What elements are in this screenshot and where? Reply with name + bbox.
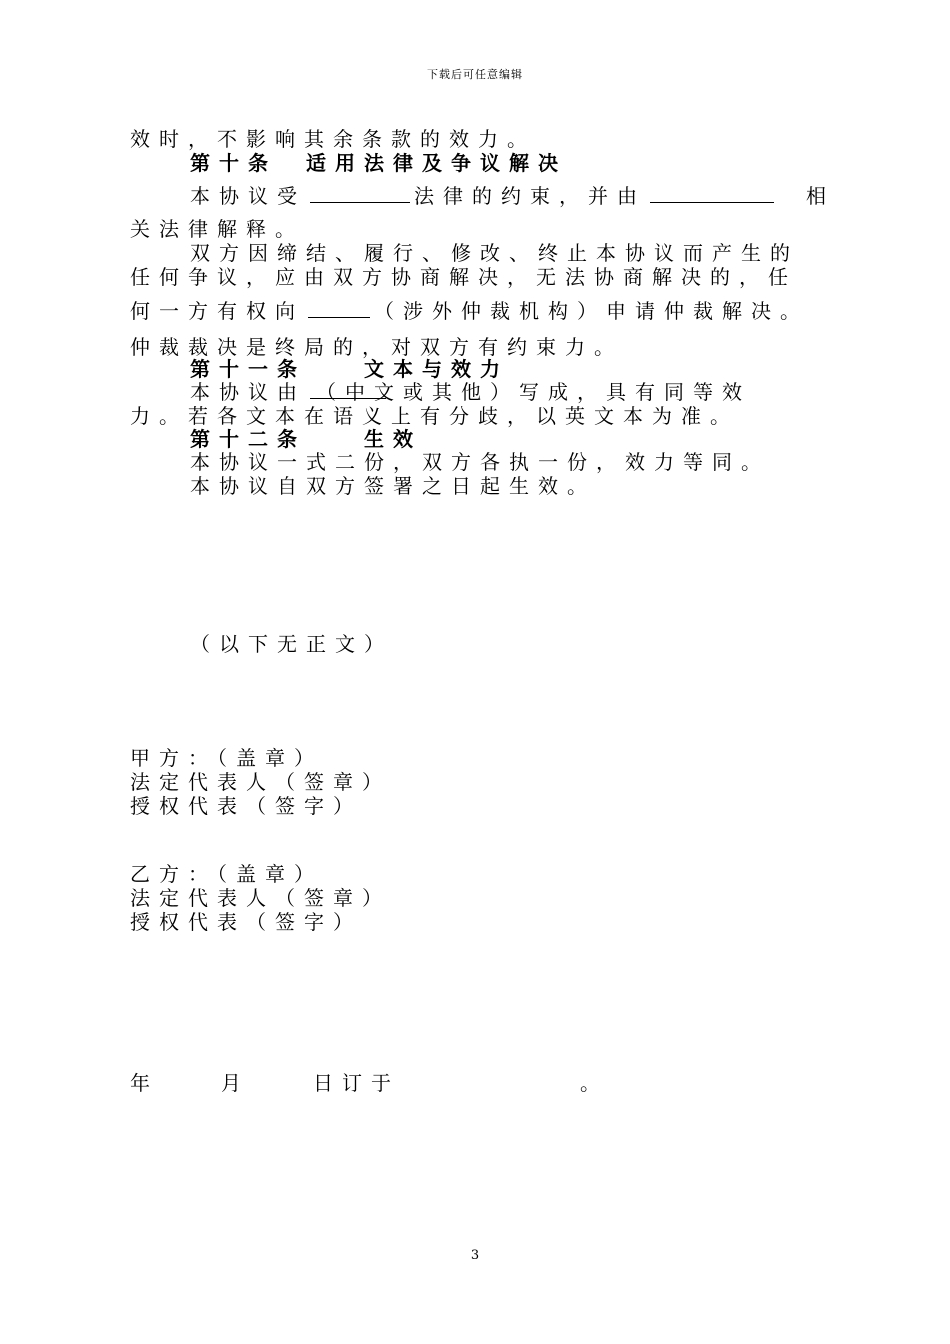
party-a-legal-rep: 法定代表人（签章） — [130, 770, 391, 794]
article-10-title: 第十条 适用法律及争议解决 — [190, 151, 567, 175]
party-b-name: 乙方：（盖章） — [130, 862, 323, 886]
party-a-authorized-rep: 授权代表（签字） — [130, 794, 362, 818]
body-line — [190, 184, 778, 208]
body-line — [130, 299, 809, 323]
body-line: 双方因缔结、履行、修改、终止本协议而产生的 — [190, 241, 799, 265]
article-12-title: 第十二条 生效 — [190, 427, 422, 451]
body-text: 何一方有权向 — [130, 299, 304, 323]
page-number: 3 — [470, 1248, 480, 1263]
no-further-text: （以下无正文） — [190, 632, 393, 656]
blank-arbitration-body — [308, 299, 370, 318]
body-line: 本协议自双方签署之日起生效。 — [190, 474, 596, 498]
party-a-name: 甲方：（盖章） — [130, 746, 323, 770]
body-line: 力。若各文本在语义上有分歧，以英文本为准。 — [130, 404, 739, 428]
date-end: 。 — [580, 1071, 609, 1095]
body-line: 仲裁裁决是终局的，对双方有约束力。 — [130, 335, 623, 359]
body-line: 任何争议，应由双方协商解决，无法协商解决的，任 — [130, 265, 797, 289]
date-day-signed-at: 日订于 — [313, 1071, 400, 1095]
date-month: 月 — [221, 1071, 250, 1095]
body-text: （涉外仲裁机构）申请仲裁解决。 — [374, 299, 809, 323]
date-year: 年 — [130, 1071, 159, 1095]
body-text: 相 — [806, 184, 835, 208]
body-line: 效时，不影响其余条款的效力。 — [130, 127, 536, 151]
body-text: 法律的约束，并由 — [414, 184, 646, 208]
body-text: （中文或其他）写成，具有同等效 — [316, 380, 751, 404]
body-line: 本协议一式二份，双方各执一份，效力等同。 — [190, 450, 770, 474]
blank-governing-law — [310, 184, 410, 203]
article-11-title: 第十一条 文本与效力 — [190, 357, 509, 381]
party-b-authorized-rep: 授权代表（签字） — [130, 910, 362, 934]
body-text: 本协议受 — [190, 184, 306, 208]
party-b-legal-rep: 法定代表人（签章） — [130, 886, 391, 910]
blank-interpretation — [650, 184, 774, 203]
page-header: 下载后可任意编辑 — [427, 68, 523, 81]
body-line: 关法律解释。 — [130, 217, 304, 241]
body-line — [190, 380, 751, 404]
body-text: 本协议由 — [190, 380, 306, 404]
